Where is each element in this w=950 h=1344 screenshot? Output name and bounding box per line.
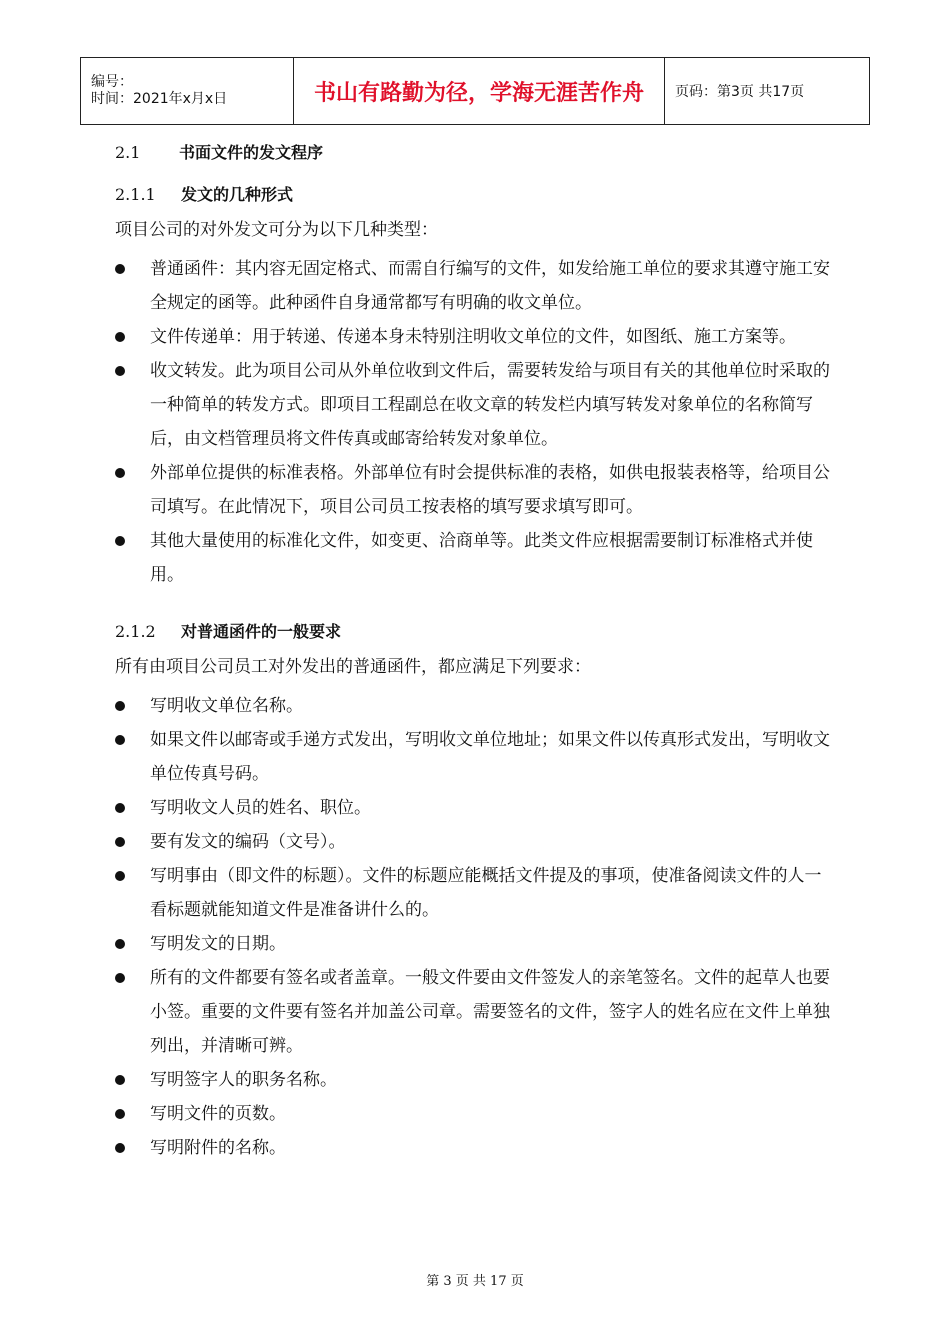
bullet-icon bbox=[115, 701, 125, 711]
bullet-item bbox=[115, 1131, 835, 1165]
bullet-text: 写明收文单位名称。 bbox=[150, 696, 303, 716]
bullet-icon bbox=[115, 871, 125, 881]
bullet-text: 其他大量使用的标准化文件，如变更、洽商单等。此类文件应根据需要制订标准格式并使用。 bbox=[150, 531, 813, 585]
bullet-text: 外部单位提供的标准表格。外部单位有时会提供标准的表格，如供电报装表格等，给项目公司填写。在此情况下，项目公司员工按表格的填写要求填写即可。 bbox=[150, 463, 830, 517]
bullet-icon bbox=[115, 536, 125, 546]
subsection-title-2: 对普通函件的一般要求 bbox=[181, 622, 342, 641]
bullet-icon bbox=[115, 1143, 125, 1153]
bullet-text: 写明收文人员的姓名、职位。 bbox=[150, 798, 371, 818]
subsection-intro-1: 项目公司的对外发文可分为以下几种类型： bbox=[115, 220, 438, 240]
bullet-item bbox=[115, 825, 835, 859]
bullet-item bbox=[115, 252, 835, 320]
bullet-text: 收文转发。此为项目公司从外单位收到文件后，需要转发给与项目有关的其他单位时采取的一种简单的转发方式。即项目工程副总在收文章的转发栏内填写转发对象单位的名称简写后，由文档管理员将文件传真或邮寄给转发对象单位。 bbox=[150, 361, 830, 449]
bullet-item bbox=[115, 524, 835, 592]
header-motto: 书山有路勤为径，学海无涯苦作舟 bbox=[294, 58, 665, 125]
bullet-icon bbox=[115, 973, 125, 983]
subsection-intro-2: 所有由项目公司员工对外发出的普通函件，都应满足下列要求： bbox=[115, 657, 591, 677]
bullet-icon bbox=[115, 1109, 125, 1119]
bullet-text: 写明发文的日期。 bbox=[150, 934, 286, 954]
document-number-label: 编号： bbox=[91, 74, 133, 90]
bullet-text: 写明签字人的职务名称。 bbox=[150, 1070, 337, 1090]
subsection-heading-2 bbox=[115, 622, 835, 642]
bullet-icon bbox=[115, 468, 125, 478]
bullet-item bbox=[115, 859, 835, 927]
subsection-heading-1 bbox=[115, 185, 835, 205]
document-header bbox=[80, 57, 870, 125]
subsection-title-1: 发文的几种形式 bbox=[181, 185, 294, 204]
bullet-icon bbox=[115, 803, 125, 813]
bullet-icon bbox=[115, 264, 125, 274]
subsection-number-1: 2.1.1 bbox=[115, 185, 156, 204]
bullet-icon bbox=[115, 366, 125, 376]
bullet-item bbox=[115, 689, 835, 723]
document-body bbox=[115, 143, 835, 1165]
bullet-item bbox=[115, 1063, 835, 1097]
bullet-icon bbox=[115, 1075, 125, 1085]
bullet-text: 写明附件的名称。 bbox=[150, 1138, 286, 1158]
bullet-text: 所有的文件都要有签名或者盖章。一般文件要由文件签发人的亲笔签名。文件的起草人也要小签。重要的文件要有签名并加盖公司章。需要签名的文件，签字人的姓名应在文件上单独列出，并清晰可辨。 bbox=[150, 968, 830, 1056]
bullet-text: 普通函件：其内容无固定格式、而需自行编写的文件，如发给施工单位的要求其遵守施工安全规定的函等。此种函件自身通常都写有明确的收文单位。 bbox=[150, 259, 830, 313]
bullet-item bbox=[115, 723, 835, 791]
bullet-icon bbox=[115, 735, 125, 745]
bullet-text: 如果文件以邮寄或手递方式发出，写明收文单位地址；如果文件以传真形式发出，写明收文单位传真号码。 bbox=[150, 730, 830, 784]
bullet-item bbox=[115, 961, 835, 1063]
subsection-number-2: 2.1.2 bbox=[115, 622, 156, 641]
bullet-list-2 bbox=[115, 689, 835, 1165]
bullet-item bbox=[115, 354, 835, 456]
section-title: 书面文件的发文程序 bbox=[179, 143, 324, 162]
bullet-icon bbox=[115, 332, 125, 342]
bullet-icon bbox=[115, 939, 125, 949]
bullet-list-1 bbox=[115, 252, 835, 592]
bullet-text: 写明文件的页数。 bbox=[150, 1104, 286, 1124]
bullet-text: 文件传递单：用于转递、传递本身未特别注明收文单位的文件，如图纸、施工方案等。 bbox=[150, 327, 796, 347]
bullet-item bbox=[115, 791, 835, 825]
document-date-label: 时间：2021年x月x日 bbox=[91, 91, 228, 107]
header-page-info: 页码：第3页 共17页 bbox=[665, 58, 870, 125]
bullet-item bbox=[115, 320, 835, 354]
bullet-item bbox=[115, 927, 835, 961]
bullet-item bbox=[115, 456, 835, 524]
section-heading bbox=[115, 143, 835, 163]
bullet-icon bbox=[115, 837, 125, 847]
bullet-text: 写明事由（即文件的标题）。文件的标题应能概括文件提及的事项，使准备阅读文件的人一看标题就能知道文件是准备讲什么的。 bbox=[150, 866, 822, 920]
bullet-item bbox=[115, 1097, 835, 1131]
header-meta bbox=[81, 58, 294, 125]
page-footer: 第 3 页 共 17 页 bbox=[426, 1274, 524, 1289]
section-number: 2.1 bbox=[115, 143, 141, 162]
bullet-text: 要有发文的编码（文号）。 bbox=[150, 832, 346, 852]
